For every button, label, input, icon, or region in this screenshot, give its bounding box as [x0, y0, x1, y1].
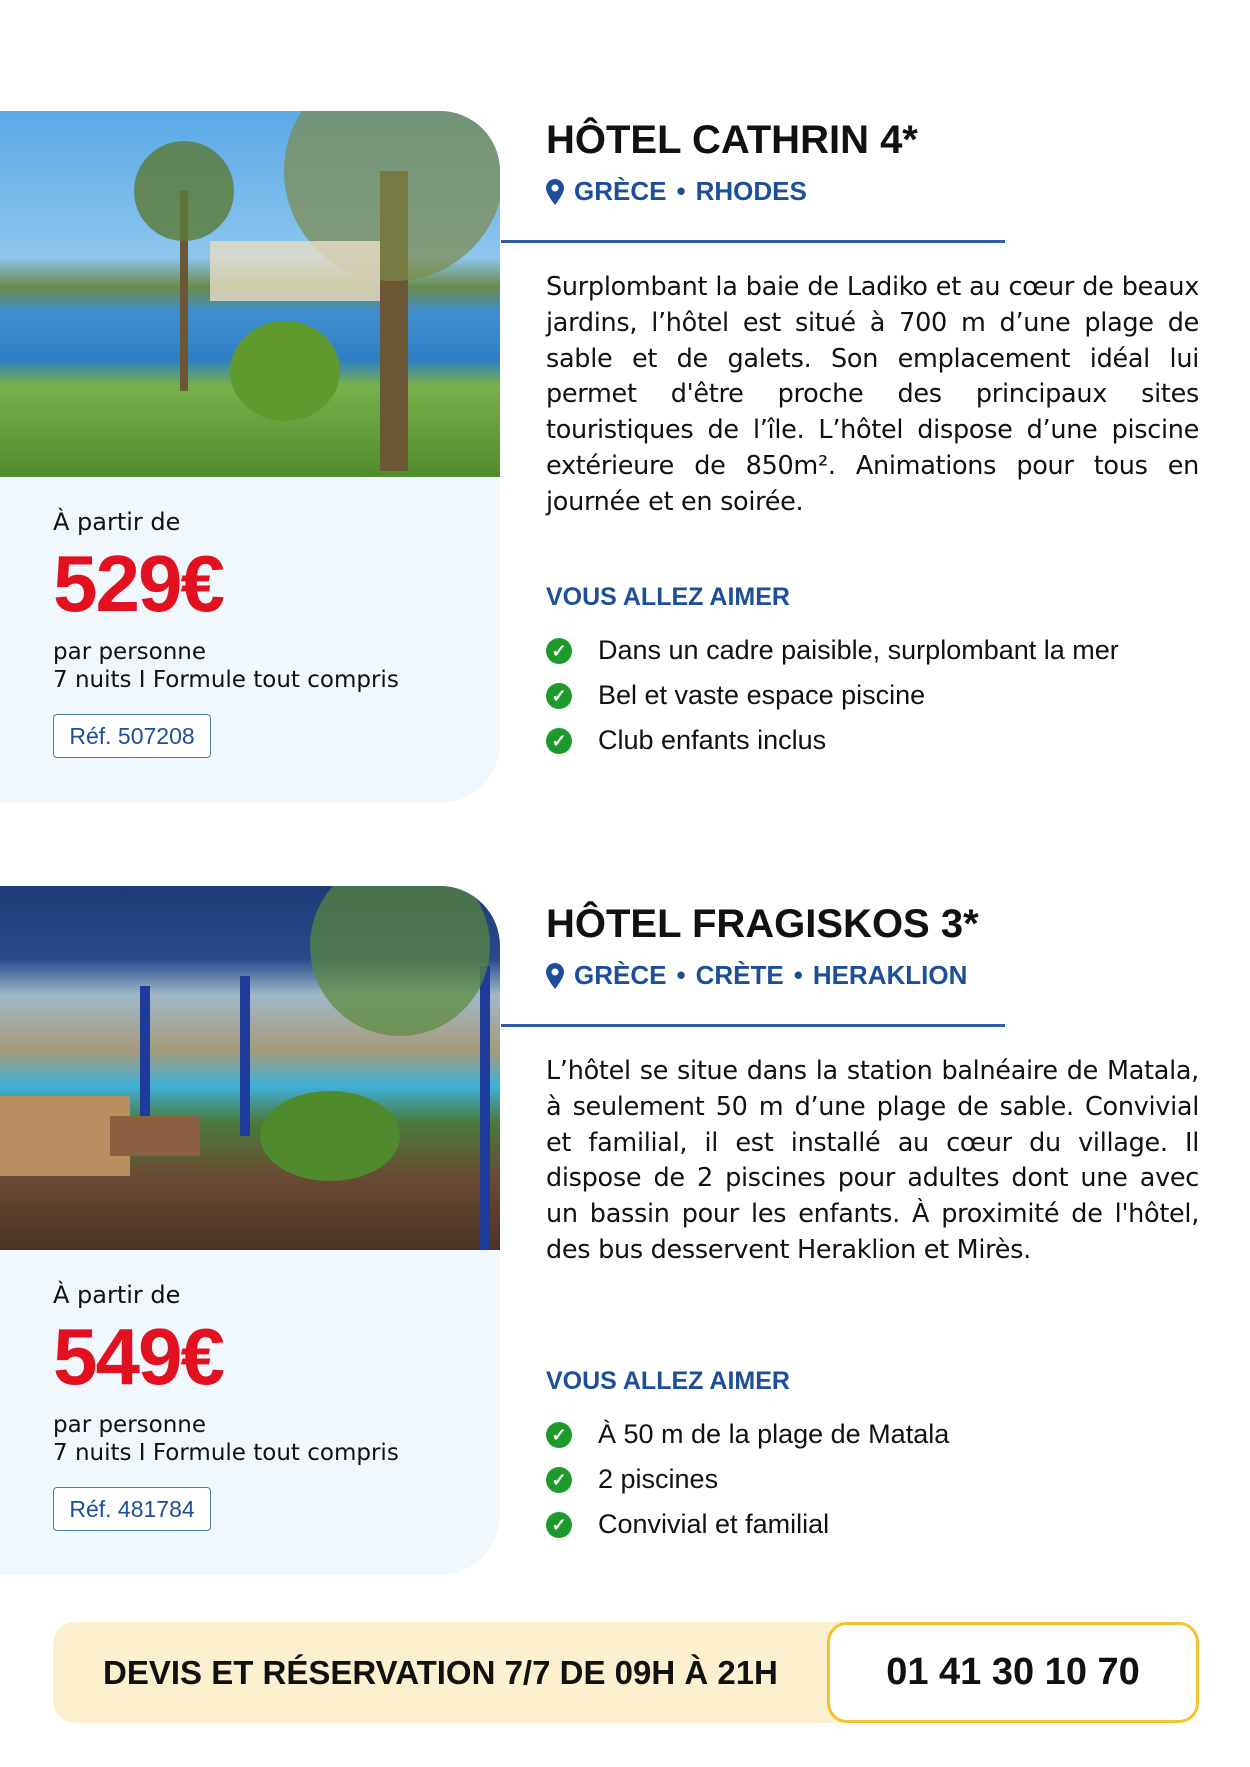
location-city: HERAKLION [812, 960, 968, 990]
highlight-item [546, 635, 1119, 666]
hotel-description: L’hôtel se situe dans la station balnéaire de Matala, à seulement 50 m d’une plage de sable. Convivial et familial, il est installé au cœur du village. Il dispose de 2 piscines pour adultes dont une avec un bassin pour les enfants. À proximité de l'hôtel, des bus desservent Heraklion et Mirès. [546, 1056, 1199, 1265]
phone-number[interactable]: 01 41 30 10 70 [827, 1622, 1199, 1723]
highlight-item [546, 680, 925, 711]
location-pin-icon [546, 179, 564, 205]
location-pin-icon [546, 963, 564, 989]
check-icon: ✓ [546, 1512, 572, 1538]
per-person-label: par personne [53, 1412, 207, 1438]
highlight-text: À 50 m de la plage de Matala [598, 1419, 950, 1449]
separator-dot: • [676, 960, 686, 990]
hotel-description: Surplombant la baie de Ladiko et au cœur de beaux jardins, l’hôtel est situé à 700 m d’une plage de sable et de galets. Son emplacement idéal lui permet d'être proche des principaux sites touristiques de l’île. L’hôtel dispose d’une piscine extérieure de 850m². Animations pour tous en journée et en soirée. [546, 272, 1199, 517]
booking-banner [53, 1622, 1199, 1723]
price: 529€ [53, 539, 223, 628]
formula-label: 7 nuits I Formule tout compris [53, 1440, 399, 1466]
divider [501, 240, 1005, 243]
separator-dot: • [676, 176, 686, 206]
reference-badge: Réf. 507208 [53, 714, 211, 758]
location-country: GRÈCE [574, 176, 667, 206]
highlight-item [546, 1419, 949, 1450]
formula-label: 7 nuits I Formule tout compris [53, 667, 399, 693]
hotel-title: HÔTEL CATHRIN 4* [546, 118, 918, 162]
highlight-item [546, 1464, 718, 1495]
separator-dot: • [793, 960, 803, 990]
check-icon: ✓ [546, 728, 572, 754]
highlight-item [546, 1509, 829, 1540]
highlight-text: Dans un cadre paisible, surplombant la mer [598, 635, 1119, 665]
location-city: RHODES [695, 176, 807, 206]
location [546, 176, 807, 207]
location-region: CRÈTE [695, 960, 784, 990]
per-person-label: par personne [53, 639, 207, 665]
check-icon: ✓ [546, 683, 572, 709]
highlights-title: VOUS ALLEZ AIMER [546, 583, 790, 611]
price: 549€ [53, 1312, 223, 1401]
check-icon: ✓ [546, 1467, 572, 1493]
highlight-item [546, 725, 826, 756]
highlight-text: 2 piscines [598, 1464, 719, 1494]
hotel-photo-terrace-pool [0, 886, 500, 1250]
location [546, 960, 967, 991]
check-icon: ✓ [546, 1422, 572, 1448]
price-from-label: À partir de [53, 1281, 181, 1309]
check-icon: ✓ [546, 638, 572, 664]
divider [501, 1024, 1005, 1027]
hotel-title: HÔTEL FRAGISKOS 3* [546, 902, 979, 946]
highlight-text: Club enfants inclus [598, 725, 827, 755]
hotel-photo-pool-palms [0, 111, 500, 477]
location-country: GRÈCE [574, 960, 667, 990]
highlight-text: Bel et vaste espace piscine [598, 680, 926, 710]
booking-hours-label: DEVIS ET RÉSERVATION 7/7 DE 09H À 21H [103, 1654, 778, 1691]
reference-badge: Réf. 481784 [53, 1487, 211, 1531]
highlights-title: VOUS ALLEZ AIMER [546, 1367, 790, 1395]
price-from-label: À partir de [53, 508, 181, 536]
highlight-text: Convivial et familial [598, 1509, 830, 1539]
